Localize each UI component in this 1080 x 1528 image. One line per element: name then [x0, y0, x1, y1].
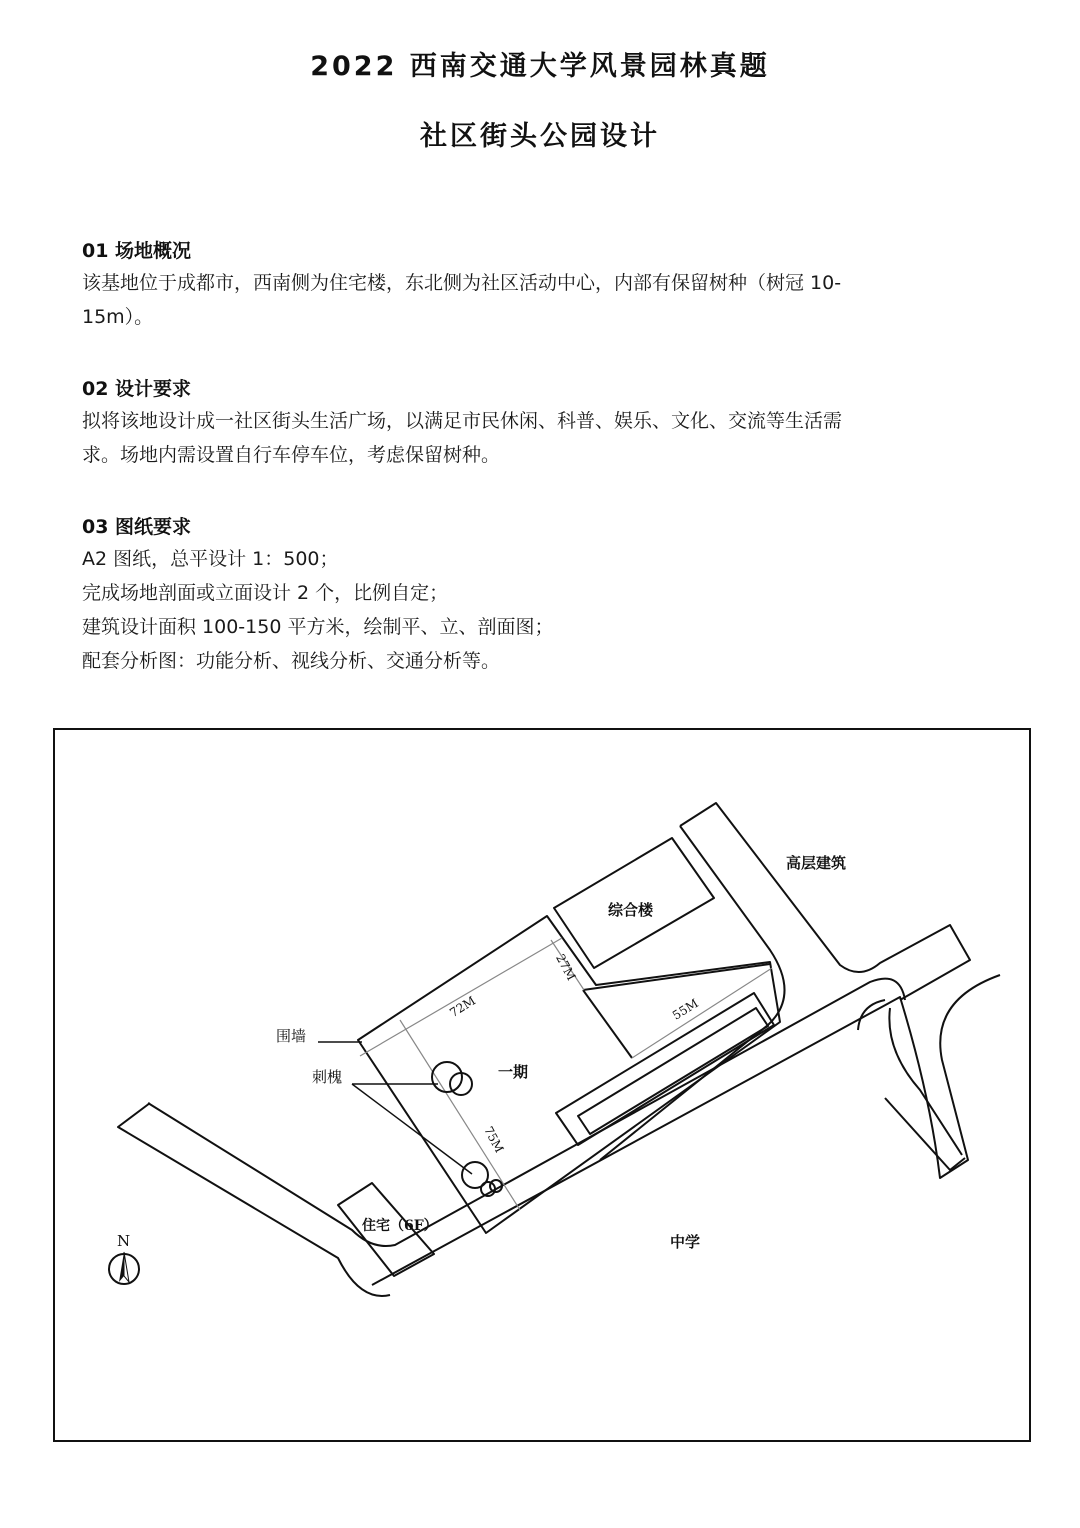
body-line: 该基地位于成都市，西南侧为住宅楼，东北侧为社区活动中心，内部有保留树种（树冠 10-	[82, 272, 842, 294]
body-line: 拟将该地设计成一社区街头生活广场，以满足市民休闲、科普、娱乐、文化、交流等生活需	[82, 410, 843, 432]
section-drawing-requirements	[82, 512, 1012, 678]
dim-75-label: 75M	[481, 1124, 507, 1156]
body-line: 配套分析图：功能分析、视线分析、交通分析等。	[82, 650, 501, 672]
page-subtitle: 社区街头公园设计	[420, 121, 660, 152]
label-high-rise: 高层建筑	[786, 854, 847, 872]
body-line: 求。场地内需设置自行车停车位，考虑保留树种。	[82, 444, 501, 466]
tree-leader	[352, 1084, 472, 1174]
section-design-requirements	[82, 374, 1012, 472]
dim-72-line	[360, 938, 562, 1056]
dim-75-line	[400, 1020, 520, 1210]
label-residence: 住宅（6F）	[362, 1218, 438, 1234]
plan-frame	[54, 729, 1030, 1441]
body-line: A2 图纸，总平设计 1：500；	[82, 548, 339, 570]
site-plan	[52, 727, 1032, 1443]
dim-55-label: 55M	[669, 996, 701, 1023]
street-edge	[885, 1098, 965, 1170]
site-divider	[583, 964, 770, 990]
label-wall: 围墙	[276, 1027, 307, 1045]
road-north-edge	[118, 1103, 390, 1296]
street-edge	[858, 1000, 885, 1030]
label-tree: 刺槐	[312, 1068, 343, 1086]
page-title: 2022 西南交通大学风景园林真题	[310, 51, 770, 82]
section-heading: 01 场地概况	[82, 240, 192, 262]
section-heading: 03 图纸要求	[82, 516, 192, 538]
label-complex: 综合楼	[608, 901, 654, 919]
dim-55-line	[632, 968, 772, 1058]
long-building-inner	[578, 1008, 768, 1134]
section-body	[82, 404, 1012, 472]
street-corner	[889, 1008, 962, 1155]
body-line: 完成场地剖面或立面设计 2 个，比例自定；	[82, 582, 449, 604]
site-divider	[583, 990, 632, 1058]
north-arrow-icon	[109, 1252, 139, 1284]
body-line: 15m）。	[82, 306, 154, 328]
section-body	[82, 266, 1012, 334]
section-heading: 02 设计要求	[82, 378, 192, 400]
dim-27-label: 27M	[553, 951, 579, 983]
section-site-overview	[82, 236, 1012, 334]
dim-72-label: 72M	[447, 993, 478, 1020]
label-phase-one: 一期	[498, 1063, 529, 1081]
label-north: N	[117, 1232, 131, 1250]
road-curve	[148, 979, 905, 1246]
body-line: 建筑设计面积 100-150 平方米，绘制平、立、剖面图；	[82, 616, 554, 638]
section-body	[82, 542, 1012, 678]
label-school: 中学	[670, 1233, 701, 1251]
